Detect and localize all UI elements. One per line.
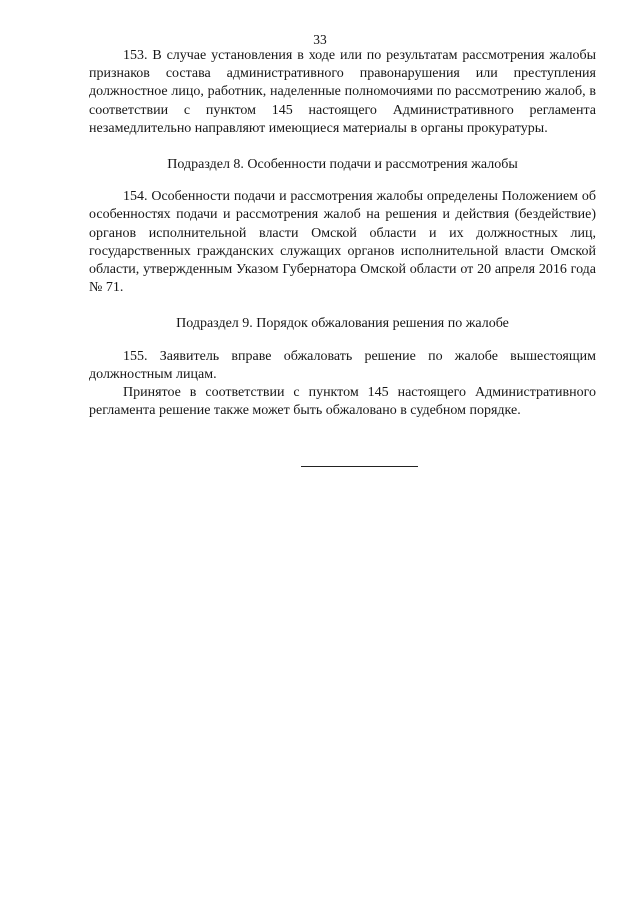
subsection-9-heading: Подраздел 9. Порядок обжалования решения по жалобе — [176, 316, 509, 332]
end-divider-line — [301, 466, 418, 467]
paragraph-154: 154. Особенности подачи и рассмотрения жалобы определены Положением об особенностях подачи и рассмотрения жалоб на решения и действия (бездействие) органов исполнительной власти Омской области и их должностных лиц, государственных гражданских служащих органов исполнительной власти Омской области, утвержденным Указом Губернатора Омской области от 20 апреля 2016 года № 71. — [89, 189, 596, 296]
spacer — [89, 174, 596, 188]
paragraph-155: 155. Заявитель вправе обжаловать решение по жалобе вышестоящим должностным лицам. — [89, 348, 596, 382]
paragraph-155-continued: Принятое в соответствии с пунктом 145 настоящего Административного регламента решение также может быть обжаловано в судебном порядке. — [89, 385, 596, 419]
paragraph-153: 153. В случае установления в ходе или по результатам рассмотрения жалобы признаков состава административного правонарушения или преступления должностное лицо, работник, наделенные полномочиями по рассмотрению жалоб, в соответствии с пунктом 145 настоящего Административного регламента незамедлительно направляют имеющиеся материалы в органы прокуратуры. — [89, 48, 596, 136]
document-body — [89, 47, 596, 420]
page-number: 33 — [313, 32, 327, 47]
spacer — [89, 138, 596, 156]
spacer — [89, 297, 596, 315]
spacer — [89, 334, 596, 348]
subsection-8-heading: Подраздел 8. Особенности подачи и рассмотрения жалобы — [167, 157, 518, 173]
